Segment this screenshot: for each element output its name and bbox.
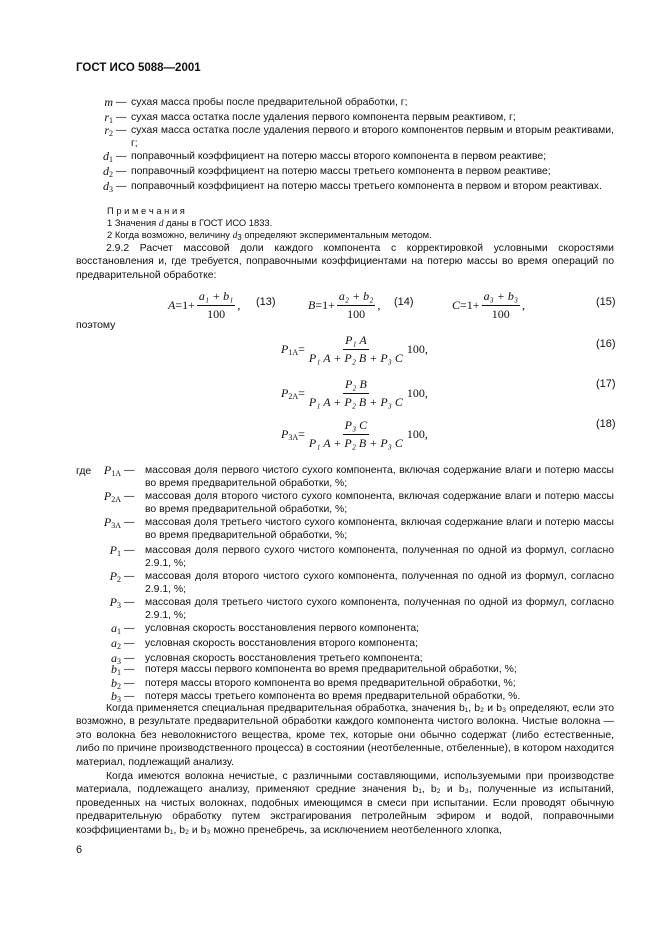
definition-text: потеря массы третьего компонента во время предварительной обработки, %.	[145, 691, 521, 702]
formula	[281, 418, 428, 451]
definition-symbol: m	[104, 95, 113, 109]
definition-text: условная скорость восстановления второго компонента;	[145, 638, 418, 649]
formula	[281, 333, 428, 366]
definition-dash: —	[124, 638, 135, 649]
formula-lhs: $P_{1A}$	[281, 342, 299, 357]
formula-tail: 100,	[406, 386, 428, 400]
fraction-denominator: P₁ A + P₂ B + P₃ C	[308, 351, 403, 365]
symbol-subscript: 1	[109, 116, 113, 125]
definition-symbol: $P_{3A}$	[103, 515, 121, 530]
definition-text: массовая доля третьего чистого сухого компонента, включая содержание влаги и потерю массы во время предварительной обработки, %;	[145, 517, 614, 541]
formula	[308, 289, 380, 322]
fraction	[337, 289, 375, 322]
definition-dash: —	[116, 97, 127, 108]
formula	[452, 289, 525, 322]
definition-text: сухая масса остатка после удаления первого и второго компонентов первым и вторым реактивами, г;	[131, 125, 614, 149]
formula	[168, 289, 240, 322]
definition-text: массовая доля второго чистого сухого компонента, полученная по одной из формул, согласно 2.9.1, %;	[145, 571, 614, 595]
fraction	[197, 289, 235, 322]
definition-symbol: $d_1$	[103, 149, 113, 164]
fraction	[307, 377, 405, 410]
equals-sign: =	[298, 427, 305, 441]
symbol-subscript: 2A	[111, 495, 121, 504]
formula-constant: =1+	[460, 298, 480, 312]
fraction-numerator: a₂ + b₂	[337, 289, 375, 306]
fraction	[307, 418, 405, 451]
symbol-subscript: 1	[117, 668, 121, 677]
definition-symbol: $b_3$	[111, 689, 121, 704]
definition-dash: —	[116, 181, 127, 192]
definition-dash: —	[116, 125, 127, 136]
lhs-subscript: 1A	[288, 348, 299, 357]
definition-symbol: $d_3$	[103, 179, 113, 194]
note-1: 1 Значения d даны в ГОСТ ИСО 1833.	[107, 217, 273, 229]
fraction-numerator: P₃ C	[343, 418, 370, 435]
formula	[281, 377, 428, 410]
equals-sign: =	[298, 386, 305, 400]
fraction-denominator: 100	[491, 307, 510, 321]
definition-text: потеря массы первого компонента во время предварительной обработки, %;	[145, 664, 517, 675]
symbol-subscript: 1	[117, 549, 121, 558]
therefore-label: поэтому	[76, 320, 116, 331]
definition-symbol: $r_2$	[104, 123, 113, 138]
symbol-subscript: 2	[109, 170, 113, 179]
fraction-denominator: P₁ A + P₂ B + P₃ C	[308, 395, 403, 409]
symbol-subscript: 2	[117, 642, 121, 651]
symbol-subscript: 3	[117, 657, 121, 666]
definition-symbol: $d_2$	[103, 164, 113, 179]
definition-dash: —	[124, 465, 135, 476]
symbol-subscript: 3	[109, 185, 113, 194]
formula-constant: =1+	[315, 298, 335, 312]
definition-text: поправочный коэффициент на потерю массы второго компонента в первом реактиве;	[131, 151, 547, 162]
definition-text: сухая масса остатка после удаления первого компонента первым реактивом, г;	[131, 112, 516, 123]
lhs-subscript: 3A	[288, 433, 299, 442]
definition-dash: —	[124, 597, 135, 608]
symbol-subscript: 2	[109, 129, 113, 138]
symbol-subscript: 2	[117, 682, 121, 691]
formula-lhs: B	[308, 298, 316, 312]
definition-symbol: $b_2$	[111, 676, 121, 691]
definition-text: массовая доля первого чистого сухого компонента, включая содержание влаги и потерю массы во время предварительной обработки, %;	[145, 465, 614, 489]
definition-dash: —	[124, 517, 135, 528]
definition-text: поправочный коэффициент на потерю массы третьего компонента в первом и втором реактивах.	[131, 181, 602, 192]
definition-symbol: $P_1$	[109, 543, 121, 558]
equation-number: (16)	[596, 338, 616, 350]
fraction-denominator: 100	[347, 307, 366, 321]
definition-text: массовая доля второго чистого сухого компонента, включая содержание влаги и потерю массы во время предварительной обработки, %;	[145, 491, 614, 515]
definition-symbol: $P_2$	[109, 569, 121, 584]
formula-lhs: $P_{2A}$	[281, 386, 299, 401]
notes-title: П р и м е ч а н и я	[107, 205, 185, 216]
where-label: где	[76, 466, 92, 477]
symbol-subscript: 2	[117, 575, 121, 584]
definition-symbol: $b_1$	[111, 662, 121, 677]
formula-tail: ,	[522, 298, 526, 312]
definition-dash: —	[124, 623, 135, 634]
note-2: 2 Когда возможно, величину d3 определяют экспериментальным методом.	[107, 229, 432, 242]
fraction-denominator: 100	[207, 307, 226, 321]
definition-dash: —	[124, 545, 135, 556]
symbol-subscript: 1	[109, 155, 113, 164]
equation-number: (15)	[596, 296, 616, 308]
equation-number: (17)	[596, 378, 616, 390]
definition-dash: —	[124, 653, 135, 664]
fraction-denominator: P₁ A + P₂ B + P₃ C	[308, 436, 403, 450]
lhs-subscript: 2A	[288, 392, 299, 401]
definition-text: условная скорость восстановления первого компонента;	[145, 623, 420, 634]
equals-sign: =	[298, 342, 305, 356]
definition-dash: —	[124, 691, 135, 702]
definition-dash: —	[124, 664, 135, 675]
definition-text: сухая масса пробы после предварительной обработки, г;	[131, 97, 408, 108]
fraction-numerator: P₂ B	[343, 377, 369, 394]
formula-constant: =1+	[175, 298, 195, 312]
definition-symbol: $a_2$	[111, 636, 121, 651]
definition-text: потеря массы второго компонента во время предварительной обработки, %;	[145, 678, 516, 689]
definition-symbol: $r_1$	[104, 110, 113, 125]
definition-text: массовая доля первого сухого чистого компонента, полученная по одной из формул, согласно 2.9.1, %;	[145, 545, 614, 569]
definition-dash: —	[124, 571, 135, 582]
formula-lhs: A	[168, 298, 176, 312]
fraction-numerator: a₃ + b₃	[482, 289, 520, 306]
paragraph-pure-fibres: Когда применяется специальная предварительная обработка, значения b₁, b₂ и b₃ определяют, если это возможно, в результате предварительной обработки каждого компонента чистого волокна. Чистые волокна — это волокна без неволокнистого вещества, кроме тех, которые они обычно содержат (либо естественные, либо по причине производственного процесса) в состоянии (неотбеленные, отбеленные), в котором находится материал, подлежащий анализу.	[76, 703, 614, 768]
formula-lhs: $P_{3A}$	[281, 427, 299, 442]
definition-text: условная скорость восстановления третьего компонента;	[145, 653, 423, 664]
symbol-subscript: 3	[117, 601, 121, 610]
fraction-numerator: a₁ + b₁	[197, 289, 235, 306]
formula-lhs: C	[452, 298, 461, 312]
page-number: 6	[76, 844, 83, 856]
symbol-subscript: 3A	[111, 521, 121, 530]
definition-symbol: $P_3$	[109, 595, 121, 610]
definition-dash: —	[116, 151, 127, 162]
formula-tail: ,	[237, 298, 241, 312]
fraction	[482, 289, 520, 322]
definition-dash: —	[116, 112, 127, 123]
definition-symbol: $P_{1A}$	[103, 463, 121, 478]
definition-symbol: $a_1$	[111, 621, 121, 636]
definition-dash: —	[124, 678, 135, 689]
document-header: ГОСТ ИСО 5088—2001	[76, 62, 201, 74]
definition-dash: —	[124, 491, 135, 502]
fraction	[307, 333, 405, 366]
formula-tail: 100,	[406, 342, 428, 356]
formula-tail: 100,	[406, 427, 428, 441]
symbol-subscript: 1A	[111, 469, 121, 478]
definition-text: массовая доля третьего чистого сухого компонента, полученная по одной из формул, согласно 2.9.1, %;	[145, 597, 614, 621]
symbol-subscript: 3	[117, 695, 121, 704]
paragraph-impure-fibres: Когда имеются волокна нечистые, с различными составляющими, используемыми при производстве материала, подлежащего анализу, применяют средние значения b₁, b₂ и b₃, полученные из испытаний, проведенных на чистых волокнах, подобных имеющимся в смеси при испытании. Если проводят обычную предварительную обработку путем экстрагирования петролейным эфиром и водой, поправочными коэффициентами b₁, b₂ и b₃ можно пренебречь, за исключением неотбеленного хлопка,	[76, 771, 614, 836]
definition-dash: —	[116, 166, 127, 177]
definition-symbol: $P_{2A}$	[103, 489, 121, 504]
definition-symbol: $a_3$	[111, 651, 121, 666]
equation-number: (13)	[256, 296, 276, 308]
definition-text: поправочный коэффициент на потерю массы третьего компонента в первом реактиве;	[131, 166, 551, 177]
section-2-9-2: 2.9.2 Расчет массовой доли каждого компонента с корректировкой условными скоростями восстановления и, где требуется, поправочными коэффициентами на потерю массы во время операций по предварительной обработке:	[76, 243, 614, 281]
equation-number: (18)	[596, 418, 616, 430]
symbol-subscript: 1	[117, 627, 121, 636]
equation-number: (14)	[394, 296, 414, 308]
fraction-numerator: P₁ A	[343, 333, 369, 350]
formula-tail: ,	[377, 298, 381, 312]
